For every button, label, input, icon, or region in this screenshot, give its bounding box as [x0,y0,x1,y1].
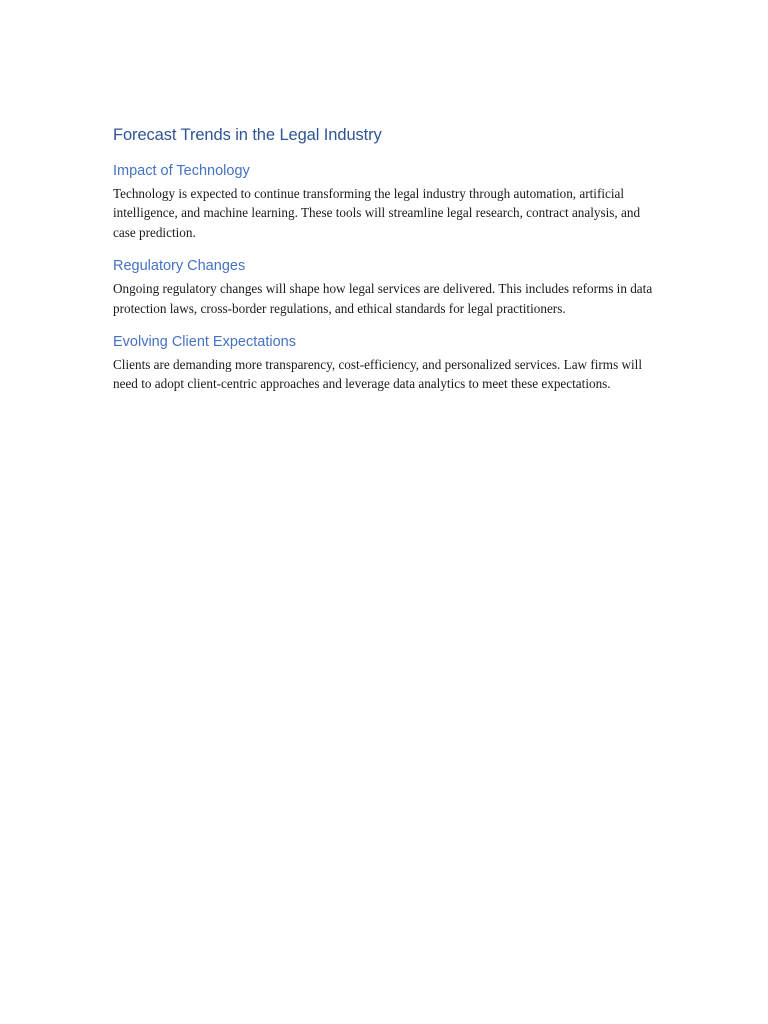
section-heading: Regulatory Changes [113,258,246,275]
section-paragraph: Ongoing regulatory changes will shape how legal services are delivered. This includes reforms in data protection laws, cross-border regulations, and ethical standards for legal practitioners. [113,281,653,316]
section-paragraph: Clients are demanding more transparency, cost-efficiency, and personalized services. Law firms will need to adopt client-centric approaches and leverage data analytics to meet these expectations. [113,357,643,392]
document-content [113,123,658,408]
document-title: Forecast Trends in the Legal Industry [113,126,382,144]
section-evolving-client-expectations [113,332,658,394]
section-heading: Impact of Technology [113,163,250,179]
section-heading: Evolving Client Expectations [113,334,296,351]
section-regulatory-changes [113,256,658,318]
section-paragraph: Technology is expected to continue transforming the legal industry through automation, artificial intelligence, and machine learning. These tools will streamline legal research, contract analysis, and case prediction. [113,186,641,240]
section-impact-of-technology [113,161,658,242]
